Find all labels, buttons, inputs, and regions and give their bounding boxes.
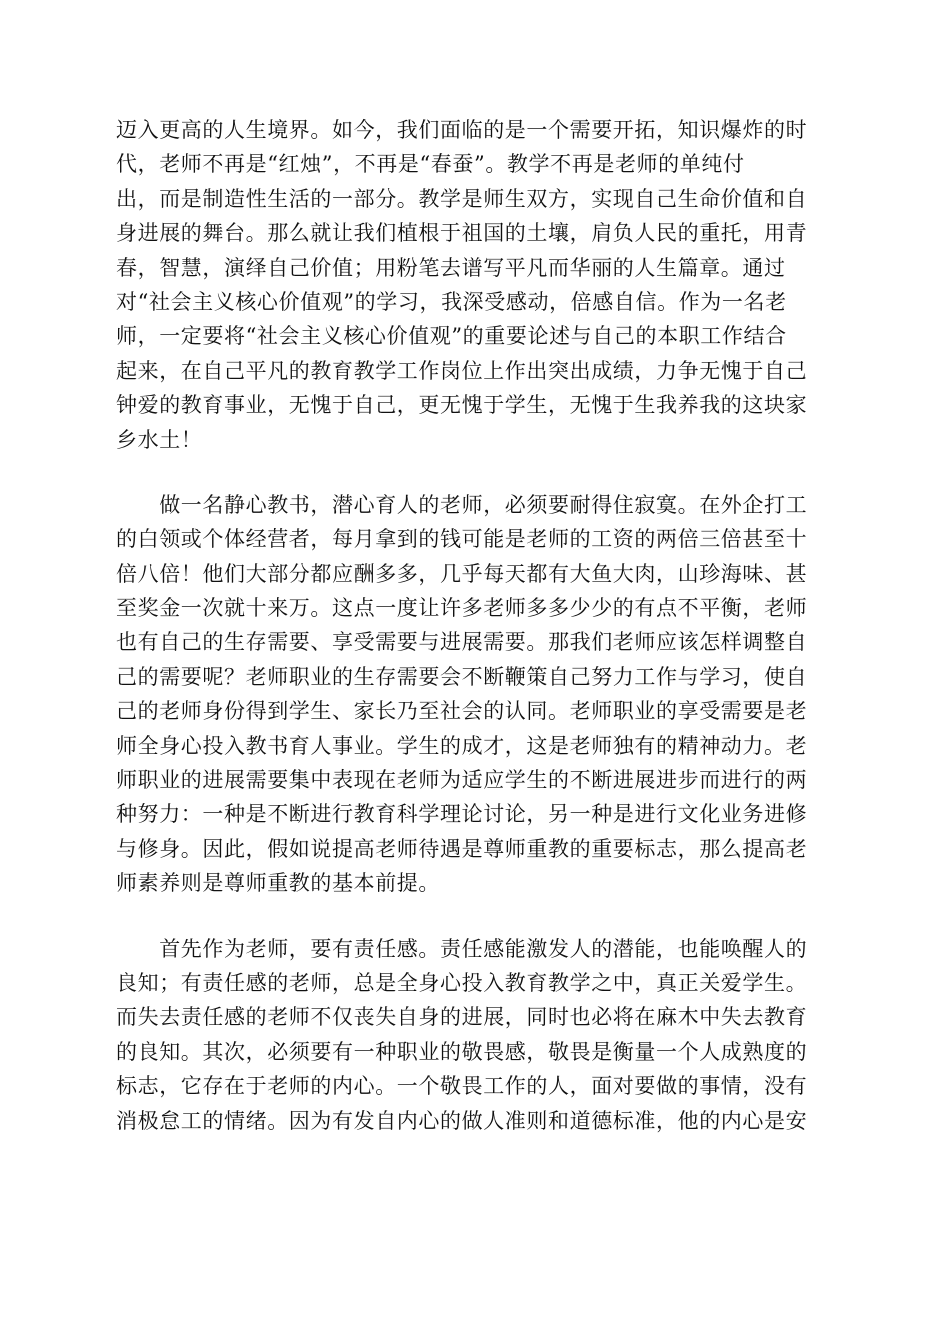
text-line: 倍八倍！他们大部分都应酬多多，几乎每天都有大鱼大肉，山珍海味、甚: [116, 561, 808, 586]
text-line: 师，一定要将“社会主义核心价值观”的重要论述与自己的本职工作结合: [116, 324, 787, 349]
text-line: 师素养则是尊师重教的基本前提。: [116, 871, 440, 896]
text-line: 春，智慧，演绎自己价值；用粉笔去谱写平凡而华丽的人生篇章。通过: [116, 255, 786, 280]
text-line: 标志，它存在于老师的内心。一个敬畏工作的人，面对要做的事情，没有: [116, 1074, 808, 1099]
text-line: 代，老师不再是“红烛”，不再是“春蚕”。教学不再是老师的单纯付: [116, 152, 745, 177]
text-line: 对“社会主义核心价值观”的学习，我深受感动，倍感自信。作为一名老: [116, 289, 787, 314]
text-line: 钟爱的教育事业，无愧于自己，更无愧于学生，无愧于生我养我的这块家: [116, 393, 808, 418]
paragraph-2: [116, 488, 833, 901]
paragraph-1: [116, 113, 833, 457]
text-line: 师全身心投入教书育人事业。学生的成才，这是老师独有的精神动力。老: [116, 733, 808, 758]
text-line: 的白领或个体经营者，每月拿到的钱可能是老师的工资的两倍三倍甚至十: [116, 527, 808, 552]
text-line: 己的老师身份得到学生、家长乃至社会的认同。老师职业的享受需要是老: [116, 699, 808, 724]
text-line: 乡水土！: [116, 427, 203, 452]
paragraph-spacer: [116, 901, 833, 932]
text-line: 良知；有责任感的老师，总是全身心投入教育教学之中，真正关爱学生。: [116, 970, 808, 995]
paragraph-3: [116, 932, 833, 1138]
text-line: 也有自己的生存需要、享受需要与进展需要。那我们老师应该怎样调整自: [116, 630, 808, 655]
text-line: 的良知。其次，必须要有一种职业的敬畏感，敬畏是衡量一个人成熟度的: [116, 1039, 808, 1064]
text-line: 己的需要呢？老师职业的生存需要会不断鞭策自己努力工作与学习，使自: [116, 664, 808, 689]
text-line: 做一名静心教书，潜心育人的老师，必须要耐得住寂寞。在外企打工: [116, 492, 808, 517]
document-body: [116, 113, 833, 1138]
text-line: 出，而是制造性生活的一部分。教学是师生双方，实现自己生命价值和自: [116, 186, 808, 211]
text-line: 种努力：一种是不断进行教育科学理论讨论，另一种是进行文化业务进修: [116, 802, 808, 827]
text-line: 而失去责任感的老师不仅丧失自身的进展，同时也必将在麻木中失去教育: [116, 1005, 808, 1030]
text-line: 起来，在自己平凡的教育教学工作岗位上作出突出成绩，力争无愧于自己: [116, 358, 808, 383]
text-line: 至奖金一次就十来万。这点一度让许多老师多多少少的有点不平衡，老师: [116, 596, 808, 621]
text-line: 迈入更高的人生境界。如今，我们面临的是一个需要开拓，知识爆炸的时: [116, 118, 808, 142]
text-line: 师职业的进展需要集中表现在老师为适应学生的不断进展进步而进行的两: [116, 768, 808, 793]
paragraph-spacer: [116, 457, 833, 488]
text-line: 消极怠工的情绪。因为有发自内心的做人准则和道德标准，他的内心是安: [116, 1108, 808, 1133]
text-line: 与修身。因此，假如说提高老师待遇是尊师重教的重要标志，那么提高老: [116, 836, 808, 861]
text-line: 身进展的舞台。那么就让我们植根于祖国的土壤，肩负人民的重托，用青: [116, 221, 808, 246]
text-line: 首先作为老师，要有责任感。责任感能激发人的潜能，也能唤醒人的: [116, 936, 808, 961]
